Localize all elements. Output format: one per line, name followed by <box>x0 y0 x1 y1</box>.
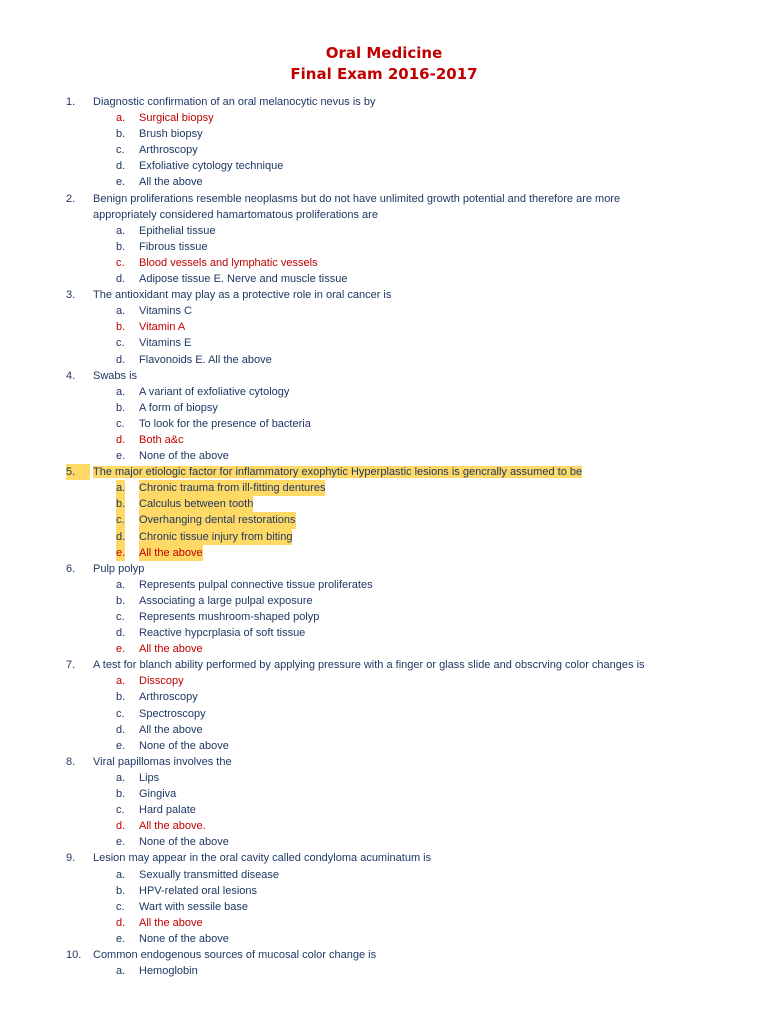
question-text-content: Common endogenous sources of mucosal color change is <box>93 948 377 961</box>
answer-option-correct <box>0 255 768 271</box>
option-text: None of the above <box>139 932 229 945</box>
option-text: Represents mushroom-shaped polyp <box>139 611 320 623</box>
option-text: Represents pulpal connective tissue proliferates <box>139 578 373 591</box>
option-letter: a. <box>116 112 126 125</box>
answer-option <box>0 174 768 190</box>
option-text: HPV-related oral lesions <box>139 884 258 897</box>
option-letter: c. <box>116 417 125 430</box>
option-letter: c. <box>116 144 125 157</box>
option-text: Both a&c <box>139 433 184 446</box>
option-text: Vitamin A <box>139 321 186 334</box>
question-item <box>0 287 768 303</box>
question-item <box>0 94 768 110</box>
answer-option <box>0 963 768 979</box>
question-item <box>0 657 768 673</box>
question-text-content: Lesion may appear in the oral cavity called condyloma acuminatum is <box>93 852 432 865</box>
question-text-content: The antioxidant may play as a protective role in oral cancer is <box>93 289 392 302</box>
option-letter: b. <box>116 884 126 897</box>
question-item <box>0 947 768 963</box>
option-letter: c. <box>116 337 125 350</box>
question-item <box>0 464 768 480</box>
question-text-content: Pulp polyp <box>93 562 145 575</box>
option-text: Adipose tissue E. Nerve and muscle tissue <box>139 273 348 286</box>
answer-option-correct <box>0 641 768 657</box>
question-item <box>0 754 768 770</box>
question-number: 8. <box>66 755 76 768</box>
answer-option-correct <box>0 915 768 931</box>
answer-option <box>0 931 768 947</box>
option-text: All the above. <box>139 820 206 833</box>
question-text-content: Viral papillomas involves the <box>93 755 232 768</box>
answer-option <box>0 883 768 899</box>
question-item <box>0 191 768 223</box>
option-text: None of the above <box>139 836 229 849</box>
answer-option-correct <box>0 432 768 448</box>
option-letter: d. <box>116 160 126 173</box>
question-text <box>93 947 683 963</box>
option-letter: d. <box>116 273 126 286</box>
option-text: Hemoglobin <box>139 965 198 978</box>
question-text <box>93 657 683 673</box>
option-letter: d. <box>116 529 125 545</box>
answer-option <box>0 239 768 255</box>
option-text: Surgical biopsy <box>139 112 214 125</box>
option-text: None of the above <box>139 450 229 463</box>
option-text: A form of biopsy <box>139 401 218 414</box>
document-title: Oral Medicine <box>325 44 443 62</box>
answer-option <box>0 303 768 319</box>
answer-option <box>0 834 768 850</box>
option-letter: a. <box>116 868 126 881</box>
question-text-content: The major etiologic factor for inflammatory exophytic Hyperplastic lesions is gencrally assumed to be <box>93 466 583 479</box>
question-number: 7. <box>66 659 76 672</box>
option-text: A variant of exfoliative cytology <box>139 385 290 398</box>
option-letter: e. <box>116 176 126 189</box>
option-text: Vitamins E <box>139 337 192 350</box>
answer-option-correct <box>0 319 768 335</box>
option-text: Vitamins C <box>139 305 192 318</box>
question-number: 4. <box>66 369 76 382</box>
option-text: None of the above <box>139 739 229 752</box>
option-letter: c. <box>116 707 125 720</box>
answer-option <box>0 706 768 722</box>
question-item <box>0 561 768 577</box>
question-number: 10. <box>66 948 82 961</box>
option-text: Sexually transmitted disease <box>139 868 280 881</box>
question-text <box>93 191 683 223</box>
question-text-content: Benign proliferations resemble neoplasms but do not have unlimited growth potential and therefore are more appropriately considered hamartomatous proliferations are <box>93 192 621 221</box>
option-letter: e. <box>116 643 126 656</box>
answer-option <box>0 867 768 883</box>
option-letter: a. <box>116 675 126 688</box>
option-letter: a. <box>116 771 126 784</box>
answer-option <box>0 770 768 786</box>
option-letter: a. <box>116 480 125 496</box>
option-letter: c. <box>116 256 125 269</box>
question-list <box>0 94 768 979</box>
option-text: Gingiva <box>139 788 177 801</box>
option-text: Overhanging dental restorations <box>139 512 296 528</box>
option-text: Chronic tissue injury from biting <box>139 529 292 545</box>
option-letter: c. <box>116 900 125 913</box>
question-item <box>0 850 768 866</box>
option-text: Exfoliative cytology technique <box>139 160 284 173</box>
answer-option <box>0 722 768 738</box>
answer-option <box>0 400 768 416</box>
question-text <box>93 850 683 866</box>
answer-option <box>0 223 768 239</box>
answer-option <box>0 271 768 287</box>
option-letter: b. <box>116 128 126 141</box>
answer-option-correct <box>0 818 768 834</box>
answer-option <box>0 158 768 174</box>
option-text: Spectroscopy <box>139 707 206 720</box>
option-letter: c. <box>116 804 125 817</box>
answer-option <box>0 899 768 915</box>
question-text <box>93 94 683 110</box>
option-letter: e. <box>116 450 126 463</box>
answer-option-correct <box>0 110 768 126</box>
question-text <box>93 464 683 480</box>
question-text-content: Diagnostic confirmation of an oral melanocytic nevus is by <box>93 96 376 108</box>
answer-option <box>0 577 768 593</box>
option-letter: a. <box>116 224 126 237</box>
question-number: 1. <box>66 96 76 108</box>
option-letter: b. <box>116 321 126 334</box>
answer-option <box>0 416 768 432</box>
option-letter: e. <box>116 739 126 752</box>
answer-option <box>0 142 768 158</box>
question-text-content: Swabs is <box>93 369 138 382</box>
answer-option <box>0 480 768 496</box>
question-text-content: A test for blanch ability performed by applying pressure with a finger or glass slide and obscrving color changes is <box>93 659 645 672</box>
question-number: 5. <box>66 464 90 480</box>
question-number: 2. <box>66 192 76 205</box>
question-text <box>93 754 683 770</box>
option-letter: a. <box>116 578 126 591</box>
option-letter: b. <box>116 496 125 512</box>
question-text <box>93 368 683 384</box>
option-letter: b. <box>116 788 126 801</box>
question-item <box>0 368 768 384</box>
answer-option <box>0 126 768 142</box>
document-subtitle: Final Exam 2016-2017 <box>290 65 478 83</box>
option-letter: e. <box>116 836 126 849</box>
answer-option-correct <box>0 673 768 689</box>
option-letter: b. <box>116 240 126 253</box>
question-number: 3. <box>66 289 76 302</box>
option-text: Wart with sessile base <box>139 900 249 913</box>
answer-option-correct <box>0 545 768 561</box>
option-text: Hard palate <box>139 804 196 817</box>
option-text: Arthroscopy <box>139 691 198 704</box>
option-letter: d. <box>116 627 126 640</box>
answer-option <box>0 593 768 609</box>
option-letter: a. <box>116 385 126 398</box>
option-letter: e. <box>116 545 125 561</box>
question-number: 6. <box>66 562 76 575</box>
answer-option <box>0 512 768 528</box>
option-text: Blood vessels and lymphatic vessels <box>139 256 318 269</box>
option-letter: b. <box>116 401 126 414</box>
answer-option <box>0 625 768 641</box>
question-text <box>93 561 683 577</box>
option-text: Arthroscopy <box>139 144 198 157</box>
option-text: All the above <box>139 723 203 736</box>
option-text: Fibrous tissue <box>139 240 208 253</box>
option-letter: d. <box>116 723 126 736</box>
answer-option <box>0 609 768 625</box>
option-text: Brush biopsy <box>139 128 203 141</box>
answer-option <box>0 335 768 351</box>
option-letter: a. <box>116 965 126 978</box>
option-text: Chronic trauma from ill-fitting dentures <box>139 480 325 496</box>
option-letter: d. <box>116 433 126 446</box>
option-text: Epithelial tissue <box>139 224 216 237</box>
answer-option <box>0 496 768 512</box>
option-text: Lips <box>139 771 160 784</box>
answer-option <box>0 384 768 400</box>
question-text <box>93 287 683 303</box>
option-letter: b. <box>116 691 126 704</box>
answer-option <box>0 786 768 802</box>
option-text: Disscopy <box>139 675 184 688</box>
option-text: Reactive hypcrplasia of soft tissue <box>139 627 306 640</box>
option-letter: b. <box>116 594 126 607</box>
option-text: All the above <box>139 176 203 189</box>
option-letter: a. <box>116 305 126 318</box>
option-letter: c. <box>116 611 125 623</box>
option-text: All the above <box>139 545 203 561</box>
answer-option <box>0 689 768 705</box>
option-letter: d. <box>116 916 126 929</box>
option-text: All the above <box>139 916 203 929</box>
option-text: Associating a large pulpal exposure <box>139 594 313 607</box>
question-number: 9. <box>66 852 76 865</box>
answer-option <box>0 448 768 464</box>
answer-option <box>0 738 768 754</box>
option-letter: d. <box>116 353 126 366</box>
option-text: To look for the presence of bacteria <box>139 417 311 430</box>
option-text: All the above <box>139 643 203 656</box>
option-text: Flavonoids E. All the above <box>139 353 272 366</box>
option-text: Calculus between tooth <box>139 496 253 512</box>
option-letter: e. <box>116 932 126 945</box>
answer-option <box>0 352 768 368</box>
option-letter: d. <box>116 820 126 833</box>
answer-option <box>0 802 768 818</box>
option-letter: c. <box>116 512 125 528</box>
answer-option <box>0 529 768 545</box>
